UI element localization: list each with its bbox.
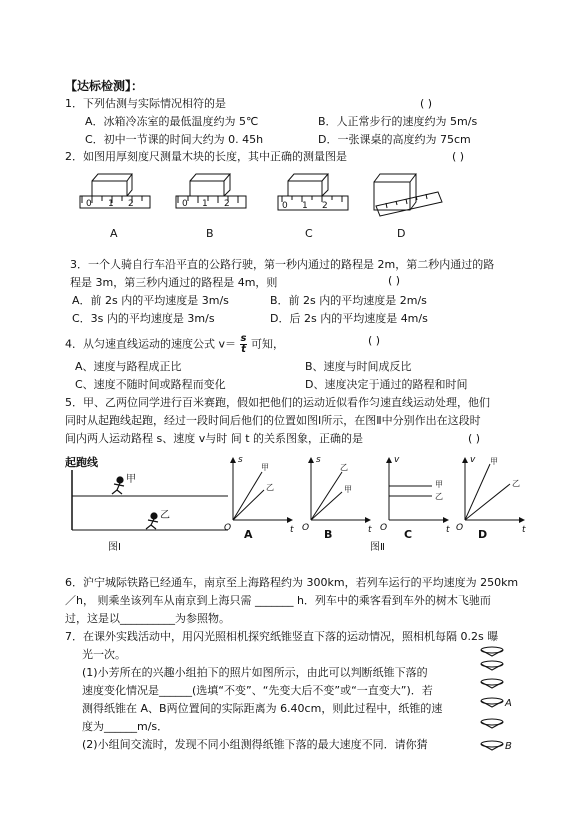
q6-line3: 过，这是以__________为参照物。 <box>65 612 230 625</box>
q4-stem-pre: 4．从匀速直线运动的速度公式 v＝ <box>65 337 237 351</box>
q4-denominator: t <box>241 344 246 355</box>
q3-line1: 3．一个人骑自行车沿平直的公路行驶，第一秒内通过的路程是 2m，第二秒内通过的路 <box>70 258 495 271</box>
graph-a-axis-s: s <box>238 455 243 465</box>
q3-line2: 程是 3m，第三秒内通过的路程是 4m，则 <box>70 276 278 289</box>
q5-line3: 间内两人运动路程 s、速度 v与时 间 t 的关系图象，正确的是 <box>65 432 364 445</box>
graph-c-yi: 乙 <box>435 492 443 501</box>
graph-c-axis-t: t <box>446 525 450 535</box>
q5-figure-race-track <box>62 452 232 542</box>
graph-a-axis-t: t <box>290 525 294 535</box>
q7-line1: 7．在课外实践活动中，用闪光照相机探究纸锥竖直下落的运动情况，照相机每隔 0.2s 曝 <box>65 630 499 643</box>
graph-a-label: A <box>244 528 253 541</box>
svg-text:2: 2 <box>322 201 328 211</box>
graph-b-axis-s: s <box>316 455 321 465</box>
q5-line1: 5．甲、乙两位同学进行百米赛跑，假如把他们的运动近似看作匀速直线运动处理，他们 <box>65 396 490 409</box>
graph-d-axis-v: v <box>470 455 476 465</box>
q2-label-c: C <box>305 227 313 240</box>
svg-text:2: 2 <box>224 199 230 209</box>
graph-c-label: C <box>404 528 413 541</box>
graph-d-yi: 乙 <box>512 479 520 488</box>
q6-line2: ／h， 则乘坐该列车从南京到上海只需 _______ h．列车中的乘客看到车外的树木飞驰而 <box>65 594 491 607</box>
q3-option-a: A．前 2s 内的平均速度是 3m/s <box>72 294 229 307</box>
q2-stem: 2．如图用厚刻度尺测量木块的长度，其中正确的测量图是 <box>65 150 347 163</box>
graph-d <box>465 460 522 520</box>
graph-b-origin: O <box>302 523 310 533</box>
q3-answer-paren: ( ) <box>388 274 401 287</box>
q2-answer-paren: ( ) <box>452 150 465 163</box>
q4-option-b: B、速度与时间成反比 <box>305 360 412 373</box>
q5-fig2-caption: 图Ⅱ <box>370 542 385 553</box>
q1-option-c: C．初中一节课的时间大约为 0. 45h <box>85 133 264 146</box>
svg-text:0: 0 <box>282 201 288 211</box>
q1-stem: 1．下列估测与实际情况相符的是 <box>65 97 226 110</box>
start-line-label: 起跑线 <box>65 456 98 469</box>
q5-figure-graphs <box>224 452 528 542</box>
paper-cone-icon <box>481 741 503 750</box>
graph-a-yi: 乙 <box>266 483 274 492</box>
cone-label-b: B <box>505 741 512 752</box>
q3-option-b: B．前 2s 内的平均速度是 2m/s <box>270 294 427 307</box>
graph-a-origin: O <box>224 523 232 533</box>
q5-fig1-caption: 图Ⅰ <box>108 542 121 553</box>
cone-label-a: A <box>505 698 512 709</box>
runner-jia-icon <box>112 477 124 494</box>
q2-label-d: D <box>397 227 406 240</box>
q1-option-d: D．一张课桌的高度约为 75cm <box>318 133 471 146</box>
q7-part2-line1: (2)小组间交流时，发现不同小组测得纸锥下落的最大速度不同．请你猜 <box>82 738 428 751</box>
ruler-figure-c <box>278 174 348 210</box>
runner-yi-label: 乙 <box>160 510 170 521</box>
q1-answer-paren: ( ) <box>420 97 433 110</box>
q3-option-d: D．后 2s 内的平均速度是 4m/s <box>270 312 428 325</box>
q5-answer-paren: ( ) <box>468 432 481 445</box>
q7-part1-line2: 速度变化情况是______(选填“不变”、“先变大后不变”或“一直变大”)．若 <box>82 684 433 697</box>
graph-d-label: D <box>478 528 488 541</box>
q2-label-a: A <box>110 227 118 240</box>
svg-text:1: 1 <box>302 201 308 211</box>
paper-cone-icon <box>481 679 503 688</box>
q2-label-b: B <box>206 227 214 240</box>
q7-part1-line4: 度为______m/s． <box>82 720 169 733</box>
paper-cone-icon <box>481 698 503 707</box>
svg-text:0: 0 <box>86 199 92 209</box>
graph-c-axis-v: v <box>394 455 400 465</box>
graph-b-label: B <box>324 528 333 541</box>
q7-part1-line3: 测得纸锥在 A、B两位置间的实际距离为 6.40cm，则此过程中，纸锥的速 <box>82 702 443 715</box>
graph-b-yi: 乙 <box>340 463 348 472</box>
q4-fraction <box>240 334 248 355</box>
q7-line2: 光一次。 <box>82 648 126 661</box>
q4-option-a: A、速度与路程成正比 <box>75 360 182 373</box>
graph-c-origin: O <box>380 523 388 533</box>
graph-d-jia: 甲 <box>490 457 498 466</box>
runner-jia-label: 甲 <box>126 474 136 485</box>
graph-a-jia: 甲 <box>261 463 269 472</box>
q1-option-a: A．冰箱冷冻室的最低温度约为 5℃ <box>85 115 259 128</box>
q2-ruler-figures <box>70 168 440 246</box>
svg-text:2: 2 <box>128 199 134 209</box>
graph-b-axis-t: t <box>368 525 372 535</box>
q4-stem-post: 可知， <box>250 337 284 351</box>
q4-option-d: D、速度决定于通过的路程和时间 <box>305 378 468 391</box>
graph-c-jia: 甲 <box>435 480 443 489</box>
q4-option-c: C、速度不随时间或路程而变化 <box>75 378 226 391</box>
q1-option-b: B．人正常步行的速度约为 5m/s <box>318 115 478 128</box>
graph-d-axis-t: t <box>522 525 526 535</box>
q3-option-c: C．3s 内的平均速度是 3m/s <box>72 312 215 325</box>
paper-cone-icon <box>481 719 503 728</box>
q7-paper-cone-figure <box>472 646 518 756</box>
svg-text:1: 1 <box>108 199 114 209</box>
q6-line1: 6．沪宁城际铁路已经通车，南京至上海路程约为 300km，若列车运行的平均速度为 250km <box>65 576 519 589</box>
graph-d-origin: O <box>456 523 464 533</box>
q4-answer-paren: ( ) <box>368 334 381 347</box>
q4-stem <box>65 334 284 355</box>
paper-cone-icon <box>481 661 503 670</box>
graph-c <box>389 460 446 520</box>
q7-part1-line1: (1)小芳所在的兴趣小组拍下的照片如图所示，由此可以判断纸锥下落的 <box>82 666 428 679</box>
q4-numerator: s <box>240 333 247 344</box>
graph-b-jia: 甲 <box>344 485 352 494</box>
q5-line2: 同时从起跑线起跑，经过一段时间后他们的位置如图Ⅰ所示，在图Ⅱ中分别作出在这段时 <box>65 414 481 427</box>
paper-cone-icon <box>481 647 503 656</box>
svg-text:1: 1 <box>202 199 208 209</box>
ruler-figure-d <box>374 174 442 216</box>
runner-yi-icon <box>146 513 158 529</box>
section-header: 【达标检测】： <box>65 79 144 93</box>
svg-text:0: 0 <box>182 199 188 209</box>
